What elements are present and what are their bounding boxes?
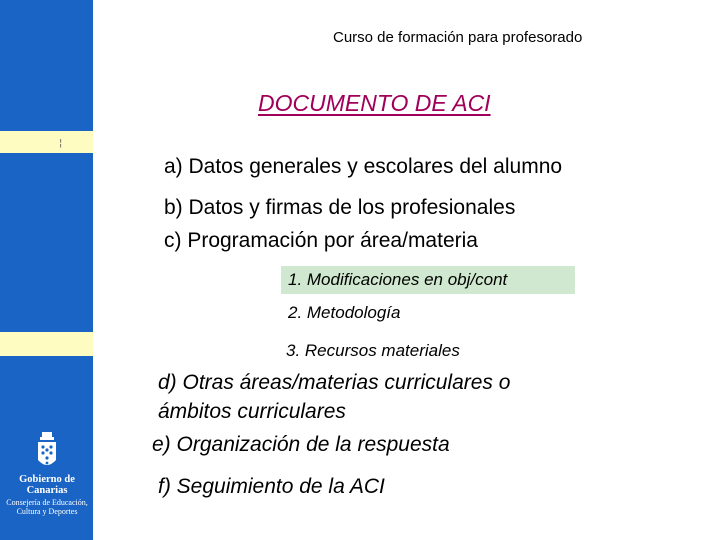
item-b: b) Datos y firmas de los profesionales	[164, 196, 516, 219]
gobierno-canarias-logo	[4, 432, 90, 516]
subitem-3: 3. Recursos materiales	[286, 341, 460, 360]
item-a: a) Datos generales y escolares del alumno	[164, 155, 563, 178]
subitem-1-highlighted: 1. Modificaciones en obj/cont	[281, 266, 575, 294]
subitem-2: 2. Metodología	[288, 303, 401, 322]
logo-subtitle-1: Consejería de Educación,	[6, 498, 88, 507]
sidebar-band-top	[0, 131, 93, 153]
item-c: c) Programación por área/materia	[164, 229, 478, 252]
item-e: e) Organización de la respuesta	[152, 433, 450, 456]
tick-mark: ¦	[59, 138, 63, 149]
logo-name: Gobierno de Canarias	[19, 474, 75, 496]
course-title: Curso de formación para profesorado	[333, 29, 583, 46]
document-title: DOCUMENTO DE ACI	[258, 90, 491, 116]
sidebar-band-middle	[0, 332, 93, 356]
coat-of-arms-icon	[36, 432, 58, 472]
logo-subtitle-2: Cultura y Deportes	[16, 507, 78, 516]
item-d-line-1: d) Otras áreas/materias curriculares o	[158, 371, 511, 394]
item-f: f) Seguimiento de la ACI	[158, 475, 385, 498]
item-d-line-2: ámbitos curriculares	[158, 400, 346, 423]
